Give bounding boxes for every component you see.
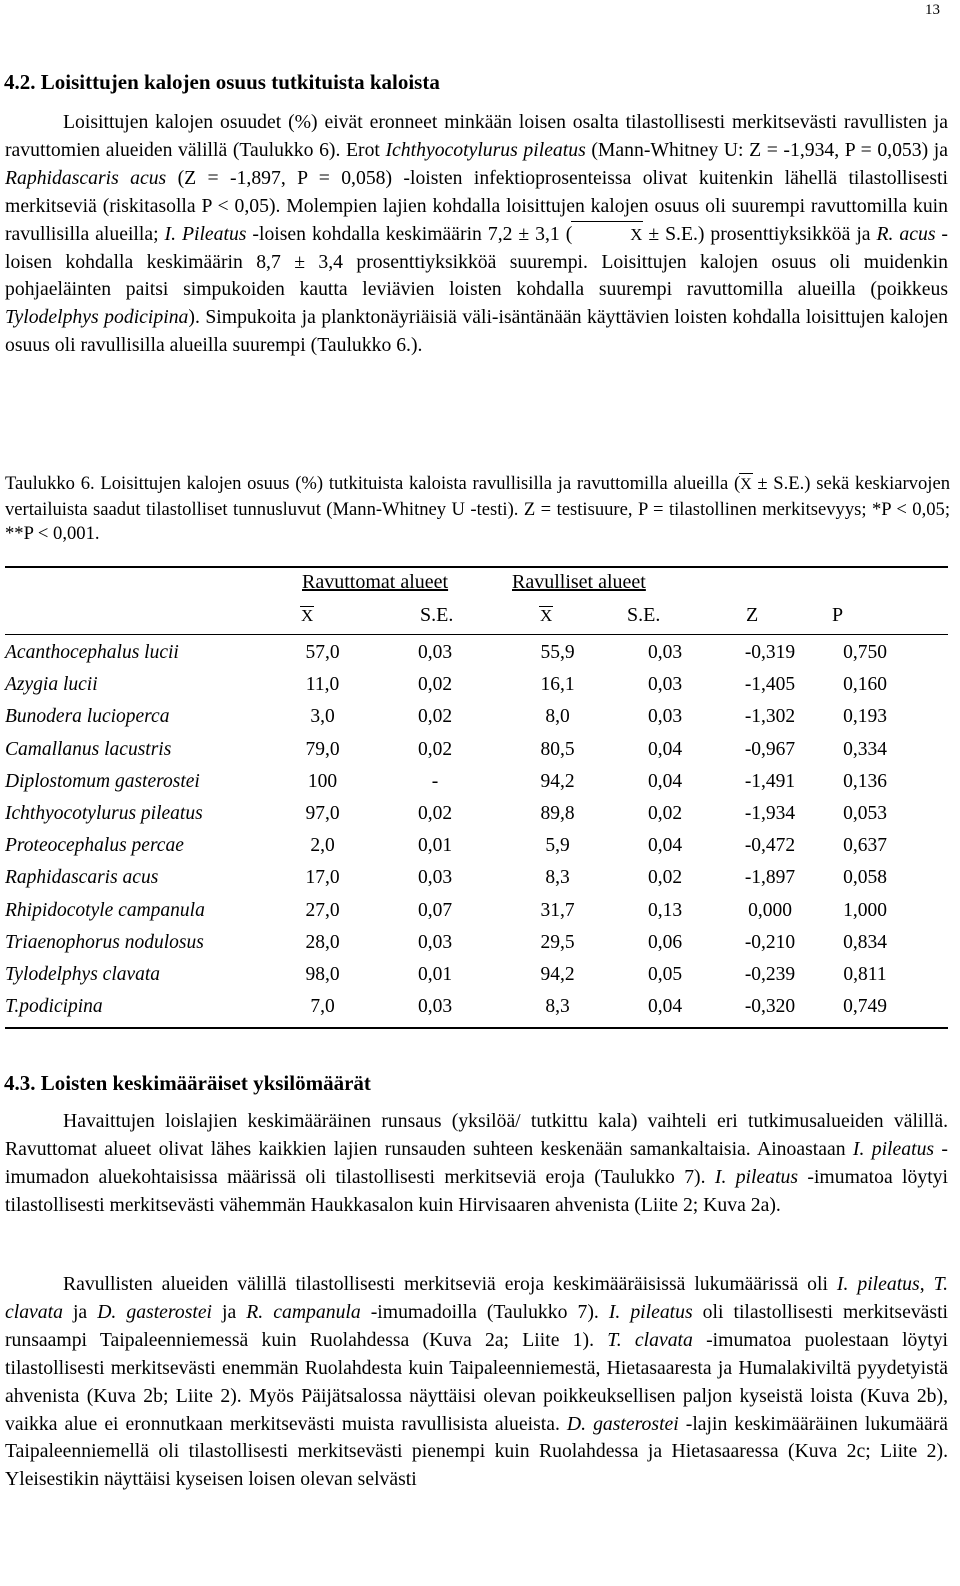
paragraph-keskimaarainen-runsaus: Havaittujen loislajien keskimääräinen runsaus (yksilöä/ tutkittu kala) vaihteli eri tutkimusalueiden välillä. Ravuttomat alueet olivat lähes kaikkien lajien runsauden suhteen keskenään samankaltaisia. Ainoastaan I. pileatus -imumadon aluekohtaisissa määrissä oli tilastollisesti merkitseviä eroja (Taulukko 7). I. pileatus -imumatoa löytyi tilastollisesti merkitsevästi vähemmän Haukkasalon kuin Hirvisaaren ahvenista (Liite 2; Kuva 2a).: [5, 1110, 948, 1216]
cell-se2: 0,03: [647, 674, 683, 696]
cell-se2: 0,04: [647, 835, 683, 857]
cell-p: 0,834: [843, 931, 887, 953]
cell-z: -0,210: [744, 931, 796, 953]
table-row: [5, 959, 905, 991]
cell-se2: 0,04: [647, 770, 683, 792]
table-row: [5, 734, 905, 766]
cell-x1: 97,0: [305, 803, 340, 825]
species-name: Acanthocephalus lucii: [5, 642, 179, 664]
cell-x1: 17,0: [305, 867, 340, 889]
cell-x1: 3,0: [310, 706, 335, 728]
species-name: Tylodelphys clavata: [5, 963, 161, 985]
cell-x2: 31,7: [540, 899, 575, 921]
cell-se2: 0,05: [647, 963, 683, 985]
cell-x1: 11,0: [305, 674, 340, 696]
x-bar-symbol: X: [572, 221, 642, 249]
table-row: [5, 927, 905, 959]
table-row: [5, 669, 905, 701]
cell-p: 0,334: [843, 738, 887, 760]
species-name: Azygia lucii: [5, 674, 98, 696]
cell-x1: 100: [307, 770, 338, 792]
cell-se2: 0,04: [647, 738, 683, 760]
cell-se1: 0,01: [417, 963, 453, 985]
table-row: [5, 895, 905, 927]
page-number: 13: [925, 2, 940, 18]
table-row: [5, 798, 905, 830]
cell-se1: 0,02: [417, 738, 453, 760]
cell-se2: 0,03: [647, 706, 683, 728]
col-se-ravuttomat: S.E.: [420, 604, 454, 626]
species-name: Ichthyocotylurus pileatus: [5, 803, 203, 825]
cell-se1: 0,03: [417, 931, 453, 953]
cell-se2: 0,03: [647, 642, 683, 664]
cell-x2: 8,3: [545, 996, 570, 1018]
cell-p: 0,750: [843, 642, 887, 664]
col-z: Z: [746, 604, 759, 626]
cell-p: 0,637: [843, 835, 887, 857]
cell-x2: 16,1: [540, 674, 575, 696]
cell-se1: 0,01: [417, 835, 453, 857]
cell-se2: 0,04: [647, 996, 683, 1018]
cell-se1: 0,03: [417, 996, 453, 1018]
cell-se2: 0,06: [647, 931, 683, 953]
cell-z: -0,472: [744, 835, 796, 857]
table-row: [5, 637, 905, 669]
species-name: Triaenophorus nodulosus: [5, 931, 204, 953]
paragraph-ravullisten-alueiden: Ravullisten alueiden välillä tilastollisesti merkitseviä eroja keskimääräisissä lukumäärissä oli I. pileatus, T. clavata ja D. gasterostei ja R. campanula -imumadoilla (Taulukko 7). I. pileatus oli tilastollisesti merkitsevästi runsaampi Taipaleenniemessä kuin Ruolahdessa (Kuva 2a; Liite 1). T. clavata -imumatoa puolestaan löytyi tilastollisesti merkitsevästi enemmän Ruolahdesta kuin Taipaleenniemestä, Hietasaaresta ja Humalakiviltä pyydetyistä ahvenista (Kuva 2b; Liite 2). Myös Päijätsalossa näyttäisi olevan poikkeuksellisen paljon kyseistä loista (Kuva 2b), vaikka alue ei eronnutkaan merkitsevästi muista ravullisista alueista. D. gasterostei -lajin keskimääräinen lukumäärä Taipaleenniemellä oli tilastollisesti merkitsevästi pienempi kuin Ruolahdessa ja Hietasaaressa (Kuva 2c; Liite 2). Yleisestikin näyttäisi kyseisen loisen olevan selvästi: [5, 1273, 949, 1491]
cell-x1: 79,0: [305, 738, 340, 760]
table-bottom-rule: [5, 1027, 948, 1029]
cell-p: 0,058: [843, 867, 887, 889]
cell-z: -0,320: [744, 996, 796, 1018]
cell-z: -0,319: [744, 642, 796, 664]
species-name: Proteocephalus percae: [5, 835, 184, 857]
cell-se1: -: [431, 770, 439, 792]
cell-p: 1,000: [843, 899, 887, 921]
cell-z: -1,302: [744, 706, 796, 728]
cell-se1: 0,03: [417, 642, 453, 664]
species-name: Raphidascaris acus: [5, 867, 159, 889]
cell-z: -1,491: [744, 770, 796, 792]
cell-z: -1,934: [744, 803, 796, 825]
cell-z: -0,239: [744, 963, 796, 985]
cell-x1: 2,0: [310, 835, 335, 857]
paragraph-loisittujen-osuus: Loisittujen kalojen osuudet (%) eivät eronneet minkään loisen osalta tilastollisesti merkitsevästi ravullisten ja ravuttomien alueiden välillä (Taulukko 6). Erot Ichthyocotylurus pileatus (Mann-Whitney U: Z = -1,934, P = 0,053) ja Raphidascaris acus (Z = -1,897, P = 0,058) -loisten infektioprosenteissa olivat kuitenkin lähellä tilastollisesti merkitseviä (riskitasolla P < 0,05). Molempien lajien kohdalla loisittujen kalojen osuus oli suurempi ravuttomilla kuin ravullisilla alueilla; I. Pileatus -loisen kohdalla keskimäärin 7,2 ± 3,1 ( X ± S.E.) prosenttiyksikköä ja R. acus -loisen kohdalla keskimäärin 8,7 ± 3,4 prosenttiyksikköä suurempi. Loisittujen kalojen osuus oli muidenkin pohjaeläinten paitsi simpukoiden kautta leviävien loisten kohdalla suurempi ravuttomilla alueilla (poikkeus Tylodelphys podicipina). Simpukoita ja planktonäyriäisiä väli-isäntänään käyttävien loisten kohdalla loisittujen kalojen osuus oli ravullisilla alueilla suurempi (Taulukko 6.).: [5, 111, 949, 357]
cell-se2: 0,13: [647, 899, 683, 921]
cell-x2: 89,8: [540, 803, 575, 825]
cell-p: 0,053: [843, 803, 887, 825]
group-header-ravulliset: Ravulliset alueet: [512, 571, 646, 593]
cell-p: 0,193: [843, 706, 887, 728]
cell-x2: 8,0: [545, 706, 570, 728]
cell-z: 0,000: [748, 899, 792, 921]
cell-x2: 55,9: [540, 642, 575, 664]
cell-se1: 0,07: [417, 899, 453, 921]
cell-x2: 8,3: [545, 867, 570, 889]
cell-p: 0,136: [843, 770, 887, 792]
species-name: Rhipidocotyle campanula: [5, 899, 205, 921]
cell-x2: 94,2: [540, 770, 575, 792]
table-caption: Taulukko 6. Loisittujen kalojen osuus (%) tutkituista kaloista ravullisilla ja ravuttomilla alueilla (X ± S.E.) sekä keskiarvojen vertailuista saadut tilastolliset tunnusluvut (Mann-Whitney U -testi). Z = testisuure, P = tilastollinen merkitsevyys; *P < 0,05; **P < 0,001.: [5, 473, 950, 544]
table-row: [5, 701, 905, 733]
cell-x2: 80,5: [540, 738, 575, 760]
cell-se2: 0,02: [647, 803, 683, 825]
table-row: [5, 991, 905, 1023]
cell-x1: 27,0: [305, 899, 340, 921]
col-se-ravulliset: S.E.: [627, 604, 661, 626]
col-x-ravuttomat: X: [301, 606, 314, 625]
table-row: [5, 862, 905, 894]
cell-x1: 57,0: [305, 642, 340, 664]
cell-x1: 28,0: [305, 931, 340, 953]
cell-se2: 0,02: [647, 867, 683, 889]
table-header-rule: [5, 634, 948, 635]
cell-se1: 0,02: [417, 803, 453, 825]
species-name: Bunodera lucioperca: [5, 706, 170, 728]
cell-p: 0,811: [843, 963, 887, 985]
section-heading-4-3: 4.3. Loisten keskimääräiset yksilömäärät: [4, 1071, 371, 1095]
cell-z: -0,967: [744, 738, 796, 760]
cell-p: 0,160: [843, 674, 887, 696]
cell-x2: 5,9: [545, 835, 570, 857]
species-name: Diplostomum gasterostei: [5, 770, 200, 792]
cell-x1: 98,0: [305, 963, 340, 985]
cell-x2: 29,5: [540, 931, 575, 953]
species-name: Camallanus lacustris: [5, 738, 172, 760]
cell-x2: 94,2: [540, 963, 575, 985]
col-x-ravulliset: X: [540, 606, 553, 625]
table-row: [5, 830, 905, 862]
cell-se1: 0,02: [417, 674, 453, 696]
cell-se1: 0,02: [417, 706, 453, 728]
cell-p: 0,749: [843, 996, 887, 1018]
parasite-table: [5, 637, 905, 1023]
col-p: P: [832, 604, 844, 626]
species-name: T.podicipina: [5, 996, 103, 1018]
group-header-ravuttomat: Ravuttomat alueet: [302, 571, 449, 593]
cell-z: -1,897: [744, 867, 796, 889]
cell-se1: 0,03: [417, 867, 453, 889]
cell-x1: 7,0: [310, 996, 335, 1018]
x-bar-symbol: X: [740, 473, 751, 498]
table-row: [5, 766, 905, 798]
cell-z: -1,405: [744, 674, 796, 696]
table-top-rule: [5, 566, 948, 568]
section-heading-4-2: 4.2. Loisittujen kalojen osuus tutkituista kaloista: [4, 70, 440, 94]
